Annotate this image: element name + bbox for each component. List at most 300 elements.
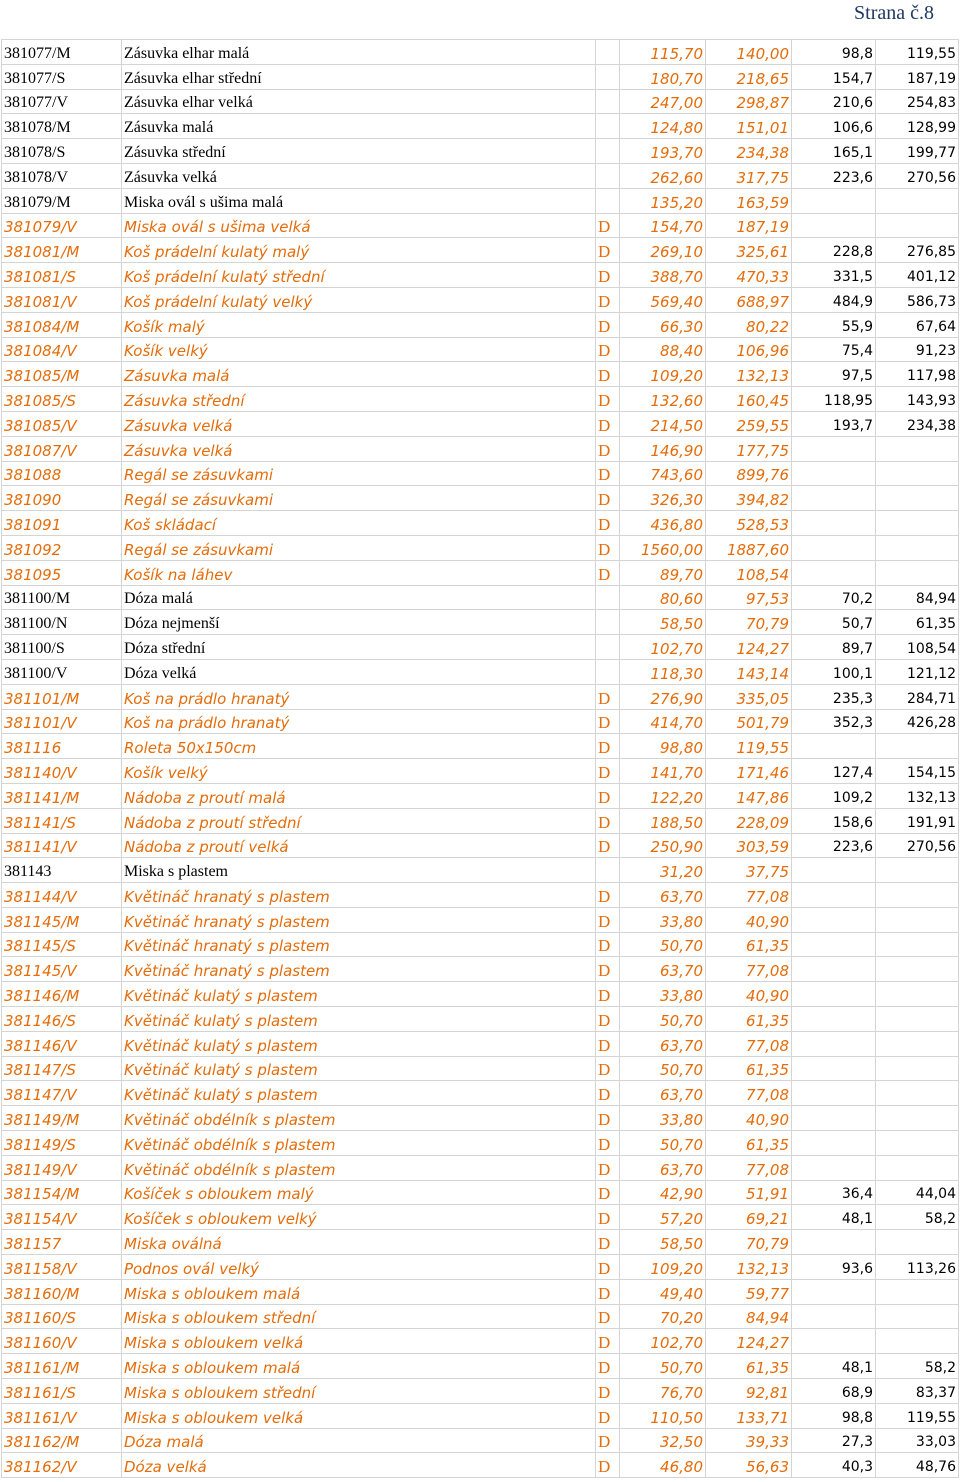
price-1-cell: 80,60 <box>620 585 706 610</box>
price-4-cell <box>876 535 959 560</box>
price-2-cell: 77,08 <box>706 883 792 908</box>
availability-flag-cell: D <box>596 213 620 238</box>
table-row <box>2 89 959 114</box>
availability-flag-cell <box>596 610 620 635</box>
availability-flag-cell: D <box>596 1081 620 1106</box>
table-row <box>2 957 959 982</box>
product-name-cell: Miska s obloukem velká <box>122 1329 596 1354</box>
page-number-label: Strana č.8 <box>854 2 934 24</box>
price-1-cell: 276,90 <box>620 684 706 709</box>
price-2-cell: 228,09 <box>706 808 792 833</box>
price-4-cell: 119,55 <box>876 40 959 65</box>
price-4-cell <box>876 486 959 511</box>
price-4-cell <box>876 1329 959 1354</box>
price-3-cell: 48,1 <box>792 1354 876 1379</box>
table-row <box>2 1354 959 1379</box>
table-row <box>2 64 959 89</box>
price-4-cell <box>876 1031 959 1056</box>
availability-flag-cell: D <box>596 411 620 436</box>
product-code-cell: 381116 <box>2 734 122 759</box>
product-code-cell: 381149/S <box>2 1131 122 1156</box>
table-row <box>2 1180 959 1205</box>
table-row <box>2 932 959 957</box>
price-1-cell: 63,70 <box>620 1081 706 1106</box>
product-code-cell: 381147/S <box>2 1056 122 1081</box>
price-4-cell: 113,26 <box>876 1255 959 1280</box>
price-2-cell: 84,94 <box>706 1304 792 1329</box>
product-code-cell: 381087/V <box>2 436 122 461</box>
product-name-cell: Květináč kulatý s plastem <box>122 1081 596 1106</box>
product-name-cell: Květináč kulatý s plastem <box>122 1007 596 1032</box>
price-1-cell: 63,70 <box>620 1155 706 1180</box>
price-3-cell <box>792 907 876 932</box>
price-3-cell <box>792 982 876 1007</box>
table-row <box>2 1428 959 1453</box>
availability-flag-cell <box>596 114 620 139</box>
availability-flag-cell: D <box>596 709 620 734</box>
price-4-cell: 121,12 <box>876 659 959 684</box>
availability-flag-cell <box>596 89 620 114</box>
product-name-cell: Koš na prádlo hranatý <box>122 709 596 734</box>
availability-flag-cell: D <box>596 511 620 536</box>
product-name-cell: Květináč kulatý s plastem <box>122 1056 596 1081</box>
price-3-cell: 223,6 <box>792 163 876 188</box>
product-name-cell: Květináč kulatý s plastem <box>122 982 596 1007</box>
product-name-cell: Zásuvka elhar střední <box>122 64 596 89</box>
table-row <box>2 238 959 263</box>
price-3-cell: 40,3 <box>792 1453 876 1478</box>
availability-flag-cell: D <box>596 1056 620 1081</box>
availability-flag-cell: D <box>596 1230 620 1255</box>
price-1-cell: 42,90 <box>620 1180 706 1205</box>
table-row <box>2 114 959 139</box>
price-3-cell <box>792 957 876 982</box>
price-4-cell: 91,23 <box>876 337 959 362</box>
table-row <box>2 759 959 784</box>
price-3-cell: 55,9 <box>792 312 876 337</box>
product-name-cell: Košík na láhev <box>122 560 596 585</box>
product-name-cell: Květináč hranatý s plastem <box>122 932 596 957</box>
price-3-cell: 158,6 <box>792 808 876 833</box>
price-1-cell: 50,70 <box>620 1007 706 1032</box>
product-name-cell: Regál se zásuvkami <box>122 461 596 486</box>
price-4-cell: 187,19 <box>876 64 959 89</box>
price-1-cell: 122,20 <box>620 783 706 808</box>
price-3-cell: 331,5 <box>792 263 876 288</box>
price-1-cell: 247,00 <box>620 89 706 114</box>
table-row <box>2 1131 959 1156</box>
availability-flag-cell: D <box>596 1453 620 1478</box>
price-2-cell: 124,27 <box>706 635 792 660</box>
table-row <box>2 312 959 337</box>
price-2-cell: 77,08 <box>706 957 792 982</box>
price-2-cell: 132,13 <box>706 1255 792 1280</box>
price-1-cell: 193,70 <box>620 139 706 164</box>
price-4-cell <box>876 1081 959 1106</box>
product-code-cell: 381160/M <box>2 1279 122 1304</box>
price-4-cell <box>876 734 959 759</box>
availability-flag-cell: D <box>596 1428 620 1453</box>
price-list-body <box>2 40 959 1478</box>
price-4-cell: 254,83 <box>876 89 959 114</box>
table-row <box>2 1230 959 1255</box>
price-1-cell: 132,60 <box>620 387 706 412</box>
product-code-cell: 381100/N <box>2 610 122 635</box>
availability-flag-cell: D <box>596 1131 620 1156</box>
product-code-cell: 381141/S <box>2 808 122 833</box>
availability-flag-cell: D <box>596 1180 620 1205</box>
table-row <box>2 659 959 684</box>
availability-flag-cell: D <box>596 883 620 908</box>
product-name-cell: Dóza střední <box>122 635 596 660</box>
price-3-cell: 235,3 <box>792 684 876 709</box>
availability-flag-cell: D <box>596 1403 620 1428</box>
product-code-cell: 381077/M <box>2 40 122 65</box>
product-code-cell: 381079/M <box>2 188 122 213</box>
product-name-cell: Květináč kulatý s plastem <box>122 1031 596 1056</box>
table-row <box>2 1255 959 1280</box>
price-2-cell: 187,19 <box>706 213 792 238</box>
product-name-cell: Podnos ovál velký <box>122 1255 596 1280</box>
price-1-cell: 214,50 <box>620 411 706 436</box>
product-code-cell: 381145/V <box>2 957 122 982</box>
price-1-cell: 88,40 <box>620 337 706 362</box>
price-2-cell: 77,08 <box>706 1155 792 1180</box>
price-3-cell: 106,6 <box>792 114 876 139</box>
price-2-cell: 171,46 <box>706 759 792 784</box>
product-name-cell: Regál se zásuvkami <box>122 535 596 560</box>
price-list-table <box>1 39 959 1478</box>
price-4-cell: 128,99 <box>876 114 959 139</box>
price-1-cell: 326,30 <box>620 486 706 511</box>
product-code-cell: 381143 <box>2 858 122 883</box>
availability-flag-cell: D <box>596 1031 620 1056</box>
product-name-cell: Zásuvka střední <box>122 139 596 164</box>
price-3-cell <box>792 1131 876 1156</box>
product-code-cell: 381078/M <box>2 114 122 139</box>
price-1-cell: 180,70 <box>620 64 706 89</box>
price-1-cell: 250,90 <box>620 833 706 858</box>
availability-flag-cell: D <box>596 957 620 982</box>
availability-flag-cell <box>596 659 620 684</box>
table-row <box>2 833 959 858</box>
product-code-cell: 381091 <box>2 511 122 536</box>
price-2-cell: 151,01 <box>706 114 792 139</box>
price-1-cell: 109,20 <box>620 362 706 387</box>
availability-flag-cell: D <box>596 1304 620 1329</box>
price-1-cell: 50,70 <box>620 1354 706 1379</box>
price-4-cell: 67,64 <box>876 312 959 337</box>
product-code-cell: 381141/V <box>2 833 122 858</box>
price-1-cell: 49,40 <box>620 1279 706 1304</box>
product-code-cell: 381144/V <box>2 883 122 908</box>
availability-flag-cell: D <box>596 287 620 312</box>
product-code-cell: 381154/V <box>2 1205 122 1230</box>
product-code-cell: 381145/S <box>2 932 122 957</box>
price-2-cell: 470,33 <box>706 263 792 288</box>
price-2-cell: 140,00 <box>706 40 792 65</box>
price-2-cell: 39,33 <box>706 1428 792 1453</box>
product-code-cell: 381140/V <box>2 759 122 784</box>
price-1-cell: 743,60 <box>620 461 706 486</box>
product-code-cell: 381160/S <box>2 1304 122 1329</box>
price-3-cell: 93,6 <box>792 1255 876 1280</box>
price-4-cell: 401,12 <box>876 263 959 288</box>
price-2-cell: 528,53 <box>706 511 792 536</box>
price-4-cell: 154,15 <box>876 759 959 784</box>
price-1-cell: 135,20 <box>620 188 706 213</box>
product-name-cell: Květináč obdélník s plastem <box>122 1131 596 1156</box>
price-4-cell <box>876 511 959 536</box>
table-row <box>2 783 959 808</box>
table-row <box>2 337 959 362</box>
price-1-cell: 188,50 <box>620 808 706 833</box>
price-3-cell <box>792 1007 876 1032</box>
price-4-cell <box>876 560 959 585</box>
product-name-cell: Dóza malá <box>122 585 596 610</box>
availability-flag-cell <box>596 40 620 65</box>
price-4-cell <box>876 982 959 1007</box>
product-name-cell: Květináč obdélník s plastem <box>122 1155 596 1180</box>
table-row <box>2 684 959 709</box>
price-4-cell <box>876 858 959 883</box>
product-name-cell: Miska ovál s ušima velká <box>122 213 596 238</box>
price-3-cell <box>792 213 876 238</box>
price-3-cell: 100,1 <box>792 659 876 684</box>
price-1-cell: 50,70 <box>620 1131 706 1156</box>
table-row <box>2 535 959 560</box>
price-3-cell: 70,2 <box>792 585 876 610</box>
product-code-cell: 381077/S <box>2 64 122 89</box>
availability-flag-cell: D <box>596 436 620 461</box>
price-2-cell: 133,71 <box>706 1403 792 1428</box>
price-4-cell: 44,04 <box>876 1180 959 1205</box>
price-4-cell <box>876 1304 959 1329</box>
availability-flag-cell: D <box>596 238 620 263</box>
price-4-cell <box>876 1279 959 1304</box>
price-1-cell: 414,70 <box>620 709 706 734</box>
table-row <box>2 585 959 610</box>
availability-flag-cell: D <box>596 263 620 288</box>
price-1-cell: 63,70 <box>620 957 706 982</box>
product-name-cell: Koš prádelní kulatý velký <box>122 287 596 312</box>
price-2-cell: 40,90 <box>706 1106 792 1131</box>
price-2-cell: 40,90 <box>706 907 792 932</box>
product-name-cell: Dóza velká <box>122 659 596 684</box>
product-name-cell: Koš prádelní kulatý střední <box>122 263 596 288</box>
price-4-cell <box>876 907 959 932</box>
availability-flag-cell: D <box>596 486 620 511</box>
table-row <box>2 560 959 585</box>
product-code-cell: 381088 <box>2 461 122 486</box>
price-4-cell <box>876 1230 959 1255</box>
table-row <box>2 40 959 65</box>
product-code-cell: 381161/V <box>2 1403 122 1428</box>
availability-flag-cell: D <box>596 1329 620 1354</box>
price-2-cell: 97,53 <box>706 585 792 610</box>
price-2-cell: 40,90 <box>706 982 792 1007</box>
price-1-cell: 436,80 <box>620 511 706 536</box>
price-1-cell: 269,10 <box>620 238 706 263</box>
price-3-cell: 223,6 <box>792 833 876 858</box>
price-4-cell: 48,76 <box>876 1453 959 1478</box>
table-row <box>2 1081 959 1106</box>
product-name-cell: Dóza nejmenší <box>122 610 596 635</box>
product-code-cell: 381090 <box>2 486 122 511</box>
availability-flag-cell: D <box>596 1106 620 1131</box>
table-row <box>2 1304 959 1329</box>
price-1-cell: 57,20 <box>620 1205 706 1230</box>
table-row <box>2 610 959 635</box>
product-name-cell: Miska s obloukem malá <box>122 1279 596 1304</box>
product-name-cell: Květináč hranatý s plastem <box>122 883 596 908</box>
product-name-cell: Miska ovál s ušima malá <box>122 188 596 213</box>
price-3-cell: 193,7 <box>792 411 876 436</box>
price-3-cell: 210,6 <box>792 89 876 114</box>
price-2-cell: 501,79 <box>706 709 792 734</box>
product-name-cell: Miska s obloukem střední <box>122 1379 596 1404</box>
price-4-cell: 234,38 <box>876 411 959 436</box>
price-3-cell <box>792 1329 876 1354</box>
product-code-cell: 381079/V <box>2 213 122 238</box>
price-2-cell: 1887,60 <box>706 535 792 560</box>
availability-flag-cell <box>596 139 620 164</box>
table-row <box>2 1056 959 1081</box>
product-name-cell: Zásuvka malá <box>122 362 596 387</box>
product-name-cell: Zásuvka elhar velká <box>122 89 596 114</box>
availability-flag-cell: D <box>596 1279 620 1304</box>
availability-flag-cell: D <box>596 759 620 784</box>
price-2-cell: 61,35 <box>706 1056 792 1081</box>
price-3-cell <box>792 486 876 511</box>
table-row <box>2 1453 959 1478</box>
product-code-cell: 381092 <box>2 535 122 560</box>
product-name-cell: Miska s obloukem velká <box>122 1403 596 1428</box>
product-name-cell: Zásuvka velká <box>122 411 596 436</box>
table-row <box>2 461 959 486</box>
product-code-cell: 381081/V <box>2 287 122 312</box>
price-4-cell: 191,91 <box>876 808 959 833</box>
table-row <box>2 734 959 759</box>
price-3-cell <box>792 1056 876 1081</box>
price-3-cell <box>792 1155 876 1180</box>
price-4-cell: 586,73 <box>876 287 959 312</box>
table-row <box>2 907 959 932</box>
product-code-cell: 381101/V <box>2 709 122 734</box>
availability-flag-cell: D <box>596 1205 620 1230</box>
product-code-cell: 381145/M <box>2 907 122 932</box>
price-3-cell <box>792 932 876 957</box>
price-1-cell: 58,50 <box>620 610 706 635</box>
availability-flag-cell: D <box>596 907 620 932</box>
price-4-cell: 119,55 <box>876 1403 959 1428</box>
price-3-cell <box>792 511 876 536</box>
price-3-cell <box>792 1230 876 1255</box>
price-3-cell: 89,7 <box>792 635 876 660</box>
availability-flag-cell: D <box>596 808 620 833</box>
price-4-cell: 284,71 <box>876 684 959 709</box>
price-4-cell <box>876 1131 959 1156</box>
availability-flag-cell: D <box>596 1007 620 1032</box>
price-1-cell: 110,50 <box>620 1403 706 1428</box>
table-row <box>2 808 959 833</box>
availability-flag-cell: D <box>596 982 620 1007</box>
price-2-cell: 56,63 <box>706 1453 792 1478</box>
table-row <box>2 1403 959 1428</box>
product-name-cell: Koš skládací <box>122 511 596 536</box>
price-1-cell: 89,70 <box>620 560 706 585</box>
price-3-cell <box>792 1081 876 1106</box>
availability-flag-cell: D <box>596 783 620 808</box>
price-4-cell: 143,93 <box>876 387 959 412</box>
table-row <box>2 411 959 436</box>
price-3-cell: 27,3 <box>792 1428 876 1453</box>
product-name-cell: Dóza malá <box>122 1428 596 1453</box>
price-3-cell <box>792 1031 876 1056</box>
price-3-cell: 36,4 <box>792 1180 876 1205</box>
price-2-cell: 70,79 <box>706 1230 792 1255</box>
product-code-cell: 381081/S <box>2 263 122 288</box>
price-3-cell: 98,8 <box>792 40 876 65</box>
availability-flag-cell <box>596 585 620 610</box>
product-name-cell: Květináč hranatý s plastem <box>122 957 596 982</box>
availability-flag-cell <box>596 188 620 213</box>
price-3-cell <box>792 1279 876 1304</box>
product-name-cell: Koš prádelní kulatý malý <box>122 238 596 263</box>
table-row <box>2 1379 959 1404</box>
product-name-cell: Miska s obloukem střední <box>122 1304 596 1329</box>
product-name-cell: Košíček s obloukem malý <box>122 1180 596 1205</box>
price-1-cell: 66,30 <box>620 312 706 337</box>
product-name-cell: Nádoba z proutí velká <box>122 833 596 858</box>
price-3-cell: 97,5 <box>792 362 876 387</box>
product-code-cell: 381084/V <box>2 337 122 362</box>
availability-flag-cell: D <box>596 734 620 759</box>
price-2-cell: 77,08 <box>706 1081 792 1106</box>
price-3-cell: 154,7 <box>792 64 876 89</box>
product-code-cell: 381146/V <box>2 1031 122 1056</box>
product-name-cell: Zásuvka střední <box>122 387 596 412</box>
price-4-cell: 83,37 <box>876 1379 959 1404</box>
price-3-cell <box>792 436 876 461</box>
price-4-cell <box>876 1056 959 1081</box>
product-code-cell: 381149/M <box>2 1106 122 1131</box>
product-code-cell: 381149/V <box>2 1155 122 1180</box>
price-1-cell: 154,70 <box>620 213 706 238</box>
price-1-cell: 33,80 <box>620 907 706 932</box>
price-4-cell: 276,85 <box>876 238 959 263</box>
product-name-cell: Květináč hranatý s plastem <box>122 907 596 932</box>
price-2-cell: 143,14 <box>706 659 792 684</box>
table-row <box>2 883 959 908</box>
price-1-cell: 46,80 <box>620 1453 706 1478</box>
table-row <box>2 1155 959 1180</box>
price-3-cell: 109,2 <box>792 783 876 808</box>
price-4-cell <box>876 461 959 486</box>
price-1-cell: 118,30 <box>620 659 706 684</box>
product-code-cell: 381085/M <box>2 362 122 387</box>
product-name-cell: Košík velký <box>122 759 596 784</box>
price-1-cell: 1560,00 <box>620 535 706 560</box>
product-code-cell: 381157 <box>2 1230 122 1255</box>
price-1-cell: 50,70 <box>620 1056 706 1081</box>
price-4-cell: 270,56 <box>876 833 959 858</box>
product-code-cell: 381146/S <box>2 1007 122 1032</box>
price-1-cell: 102,70 <box>620 635 706 660</box>
price-3-cell: 98,8 <box>792 1403 876 1428</box>
product-code-cell: 381158/V <box>2 1255 122 1280</box>
price-1-cell: 102,70 <box>620 1329 706 1354</box>
